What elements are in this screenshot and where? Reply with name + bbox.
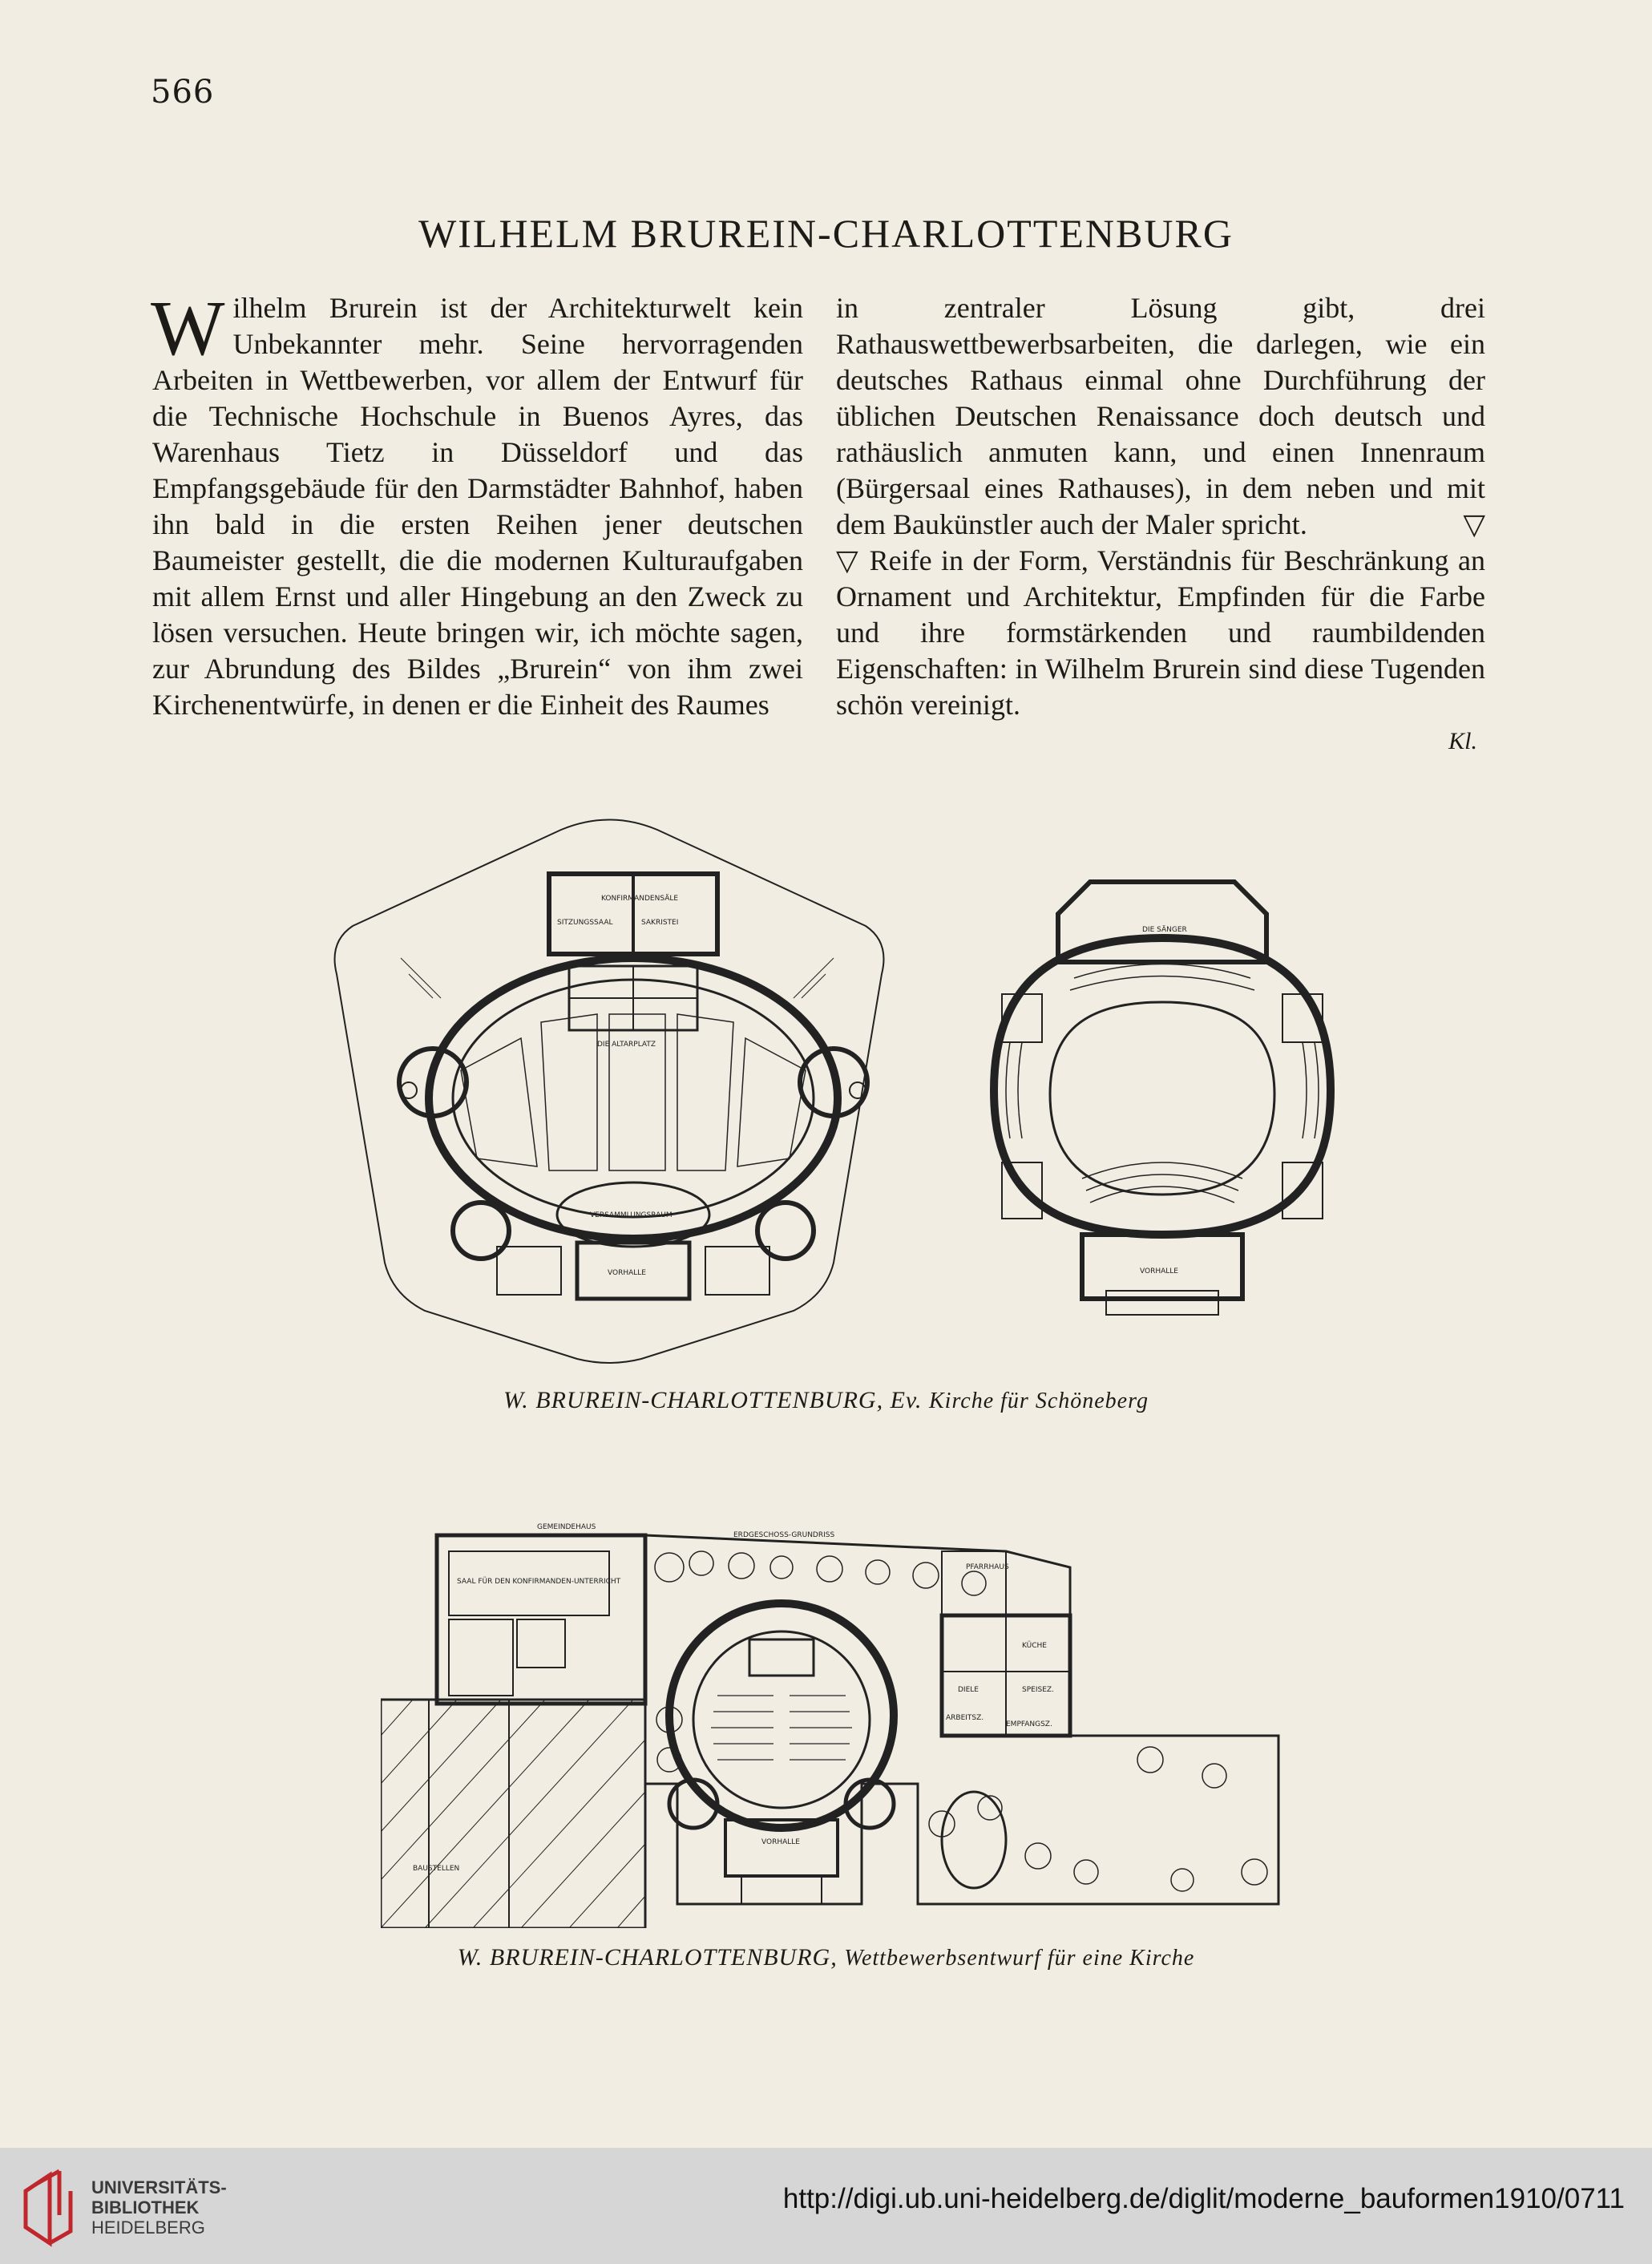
label-vorhalle-b: VORHALLE — [1140, 1267, 1178, 1276]
floor-plan-schoeneberg-a — [321, 814, 898, 1367]
library-line-2: BIBLIOTHEK — [91, 2197, 200, 2218]
label-vorhalle-c: VORHALLE — [761, 1838, 800, 1846]
floor-plan-schoeneberg-b — [978, 874, 1347, 1323]
label-altarplatz: DIE ALTARPLATZ — [597, 1041, 656, 1049]
figure-1-caption-main: W. BRUREIN-CHARLOTTENBURG, Ev. — [503, 1387, 923, 1413]
label-kueche: KÜCHE — [1022, 1642, 1047, 1650]
library-name — [91, 2177, 227, 2238]
label-konfirmanden-saal: SAAL FÜR DEN KONFIRMANDEN-UNTERRICHT — [457, 1578, 621, 1586]
library-line-1: UNIVERSITÄTS- — [91, 2177, 227, 2197]
library-logo-icon — [18, 2167, 79, 2247]
label-erdgeschoss-grundriss: ERDGESCHOSS-GRUNDRISS — [733, 1531, 835, 1539]
label-vorhalle-a: VORHALLE — [608, 1269, 646, 1277]
footer-bar — [0, 2148, 1652, 2264]
page-number: 566 — [151, 74, 215, 111]
label-sitzungssaal: SITZUNGSSAAL — [557, 919, 613, 927]
author-signature: Kl. — [1448, 728, 1477, 754]
text-column-right — [836, 290, 1485, 759]
label-speisez: SPEISEZ. — [1022, 1686, 1054, 1694]
drop-cap: W — [151, 285, 225, 372]
label-diele: DIELE — [958, 1686, 979, 1694]
article-title: WILHELM BRUREIN-CHARLOTTENBURG — [418, 211, 1234, 256]
label-empfangsz: EMPFANGSZ. — [1006, 1720, 1052, 1728]
label-baustellen: BAUSTELLEN — [413, 1865, 460, 1873]
label-versammlungsraum: VERSAMMLUNGSRAUM — [590, 1211, 673, 1219]
paragraph-1-text: ilhelm Brurein ist der Architekturwelt kein Unbekannter mehr. Seine hervorragenden Arbeiten in Wettbewerben, vor allem der Entwurf für die Technische Hochschule in Buenos Ayres, das Warenhaus Tietz in Düsseldorf und das Empfangsgebäude für den Darmstädter Bahnhof, haben ihn bald in die ersten Reihen jener deutschen Baumeister gestellt, die die modernen Kulturaufgaben mit allem Ernst und aller Hingebung an den Zweck zu lösen versuchen. Heute bringen wir, ich möchte sagen, zur Abrundung des Bildes „Brurein“ von ihm zwei Kirchenentwürfe, in denen er die Einheit des Raumes — [152, 292, 803, 721]
site-plan-competition — [381, 1519, 1286, 1928]
label-die-saenger: DIE SÄNGER — [1142, 926, 1187, 934]
paragraph-1-cont-text: in zentraler Lösung gibt, drei Rathauswettbewerbsarbeiten, die darlegen, wie ein deutsches Rathaus einmal ohne Durchführung der üblichen Deutschen Renaissance doch deutsch und rathäuslich anmuten kann, und einen Innenraum (Bürgersaal eines Rathauses), in dem neben und mit dem Baukünstler auch der Maler spricht. — [836, 292, 1485, 540]
figure-2-caption-tail: Wettbewerbsentwurf für eine Kirche — [844, 1946, 1195, 1971]
figure-1-caption-tail: Kirche für Schöneberg — [928, 1389, 1149, 1413]
label-konfirmandensaele: KONFIRMANDENSÄLE — [601, 895, 679, 903]
figure-1-caption — [0, 1387, 1652, 1414]
paragraph-1 — [151, 285, 803, 723]
label-pfarrhaus: PFARRHAUS — [966, 1563, 1009, 1571]
label-gemeindehaus: GEMEINDEHAUS — [537, 1523, 596, 1531]
source-url-link[interactable]: http://digi.ub.uni-heidelberg.de/diglit/moderne_bauformen1910/0711 — [782, 2183, 1625, 2214]
figure-2-caption-main: W. BRUREIN-CHARLOTTENBURG, — [457, 1944, 838, 1971]
triangle-mark: ▽ — [1463, 508, 1485, 540]
paragraph-1-continued — [836, 290, 1485, 543]
figure-2-caption — [0, 1944, 1652, 1971]
label-arbeitsz: ARBEITSZ. — [946, 1714, 984, 1722]
paragraph-2: ▽ Reife in der Form, Verständnis für Beschränkung an Ornament und Architektur, Empfinden für die Farbe und ihre formstärkenden und raumbildenden Eigenschaften: in Wilhelm Brurein sind diese Tugenden schön vereinigt. — [836, 544, 1485, 721]
text-column-left — [151, 285, 803, 723]
label-sakristei: SAKRISTEI — [641, 919, 679, 927]
library-line-3: HEIDELBERG — [91, 2218, 205, 2238]
